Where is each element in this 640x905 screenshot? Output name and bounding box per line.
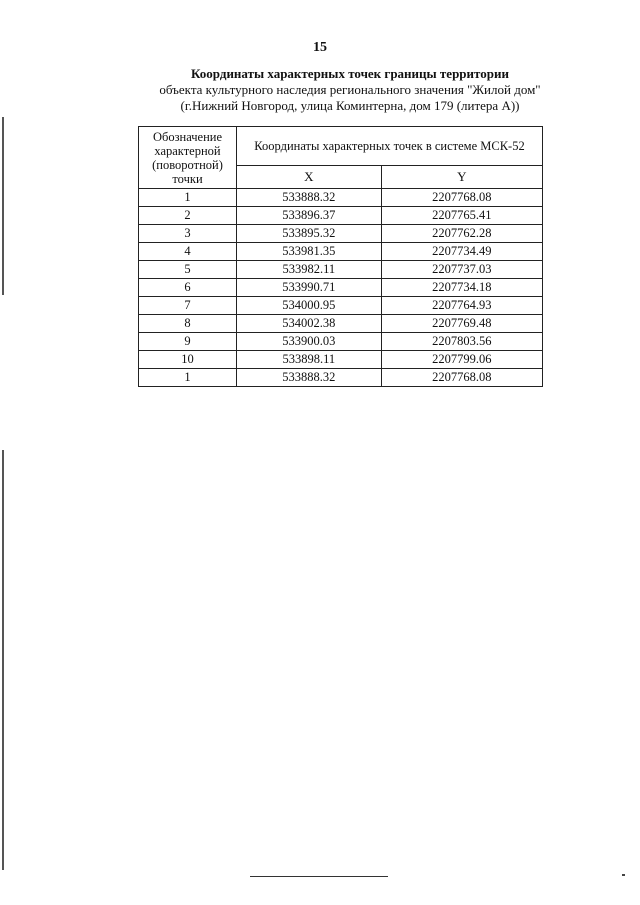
cell-point: 9 bbox=[139, 333, 237, 351]
table-row bbox=[139, 225, 543, 243]
cell-y: 2207734.49 bbox=[381, 243, 542, 261]
cell-y: 2207803.56 bbox=[381, 333, 542, 351]
cell-x: 533888.32 bbox=[237, 369, 382, 387]
header-y: Y bbox=[381, 166, 542, 189]
table-row bbox=[139, 189, 543, 207]
table-row bbox=[139, 279, 543, 297]
scan-edge-mark bbox=[2, 117, 4, 295]
table-row bbox=[139, 351, 543, 369]
cell-x: 533982.11 bbox=[237, 261, 382, 279]
cell-point: 2 bbox=[139, 207, 237, 225]
cell-point: 3 bbox=[139, 225, 237, 243]
table-row bbox=[139, 207, 543, 225]
cell-x: 533981.35 bbox=[237, 243, 382, 261]
footer-divider bbox=[250, 876, 388, 877]
table-row bbox=[139, 315, 543, 333]
cell-point: 1 bbox=[139, 189, 237, 207]
cell-y: 2207762.28 bbox=[381, 225, 542, 243]
cell-point: 4 bbox=[139, 243, 237, 261]
page-number: 15 bbox=[313, 40, 327, 55]
cell-x: 533900.03 bbox=[237, 333, 382, 351]
cell-y: 2207769.48 bbox=[381, 315, 542, 333]
cell-point: 8 bbox=[139, 315, 237, 333]
heading-address: (г.Нижний Новгород, улица Коминтерна, дом 179 (литера А)) bbox=[180, 98, 520, 113]
cell-y: 2207737.03 bbox=[381, 261, 542, 279]
cell-x: 533888.32 bbox=[237, 189, 382, 207]
cell-point: 1 bbox=[139, 369, 237, 387]
cell-x: 533990.71 bbox=[237, 279, 382, 297]
table-row bbox=[139, 243, 543, 261]
cell-y: 2207764.93 bbox=[381, 297, 542, 315]
table-row bbox=[139, 333, 543, 351]
heading-subtitle: объекта культурного наследия регионального значения "Жилой дом" bbox=[159, 82, 541, 97]
coordinates-table bbox=[138, 126, 543, 387]
document-heading bbox=[0, 66, 640, 114]
cell-x: 533898.11 bbox=[237, 351, 382, 369]
cell-x: 534000.95 bbox=[237, 297, 382, 315]
cell-y: 2207768.08 bbox=[381, 189, 542, 207]
cell-y: 2207799.06 bbox=[381, 351, 542, 369]
cell-y: 2207734.18 bbox=[381, 279, 542, 297]
header-x: X bbox=[237, 166, 382, 189]
cell-x: 533895.32 bbox=[237, 225, 382, 243]
table-row bbox=[139, 297, 543, 315]
cell-y: 2207765.41 bbox=[381, 207, 542, 225]
cell-point: 10 bbox=[139, 351, 237, 369]
cell-point: 6 bbox=[139, 279, 237, 297]
scan-speck bbox=[622, 874, 625, 876]
heading-title: Координаты характерных точек границы территории bbox=[191, 66, 509, 81]
scan-edge-mark bbox=[2, 450, 4, 870]
cell-point: 5 bbox=[139, 261, 237, 279]
table-row bbox=[139, 261, 543, 279]
table-row bbox=[139, 369, 543, 387]
header-point-designation: Обозначение характерной (поворотной) точки bbox=[139, 127, 237, 189]
cell-x: 534002.38 bbox=[237, 315, 382, 333]
cell-point: 7 bbox=[139, 297, 237, 315]
cell-x: 533896.37 bbox=[237, 207, 382, 225]
cell-y: 2207768.08 bbox=[381, 369, 542, 387]
header-coordinate-system: Координаты характерных точек в системе МСК-52 bbox=[237, 127, 543, 166]
